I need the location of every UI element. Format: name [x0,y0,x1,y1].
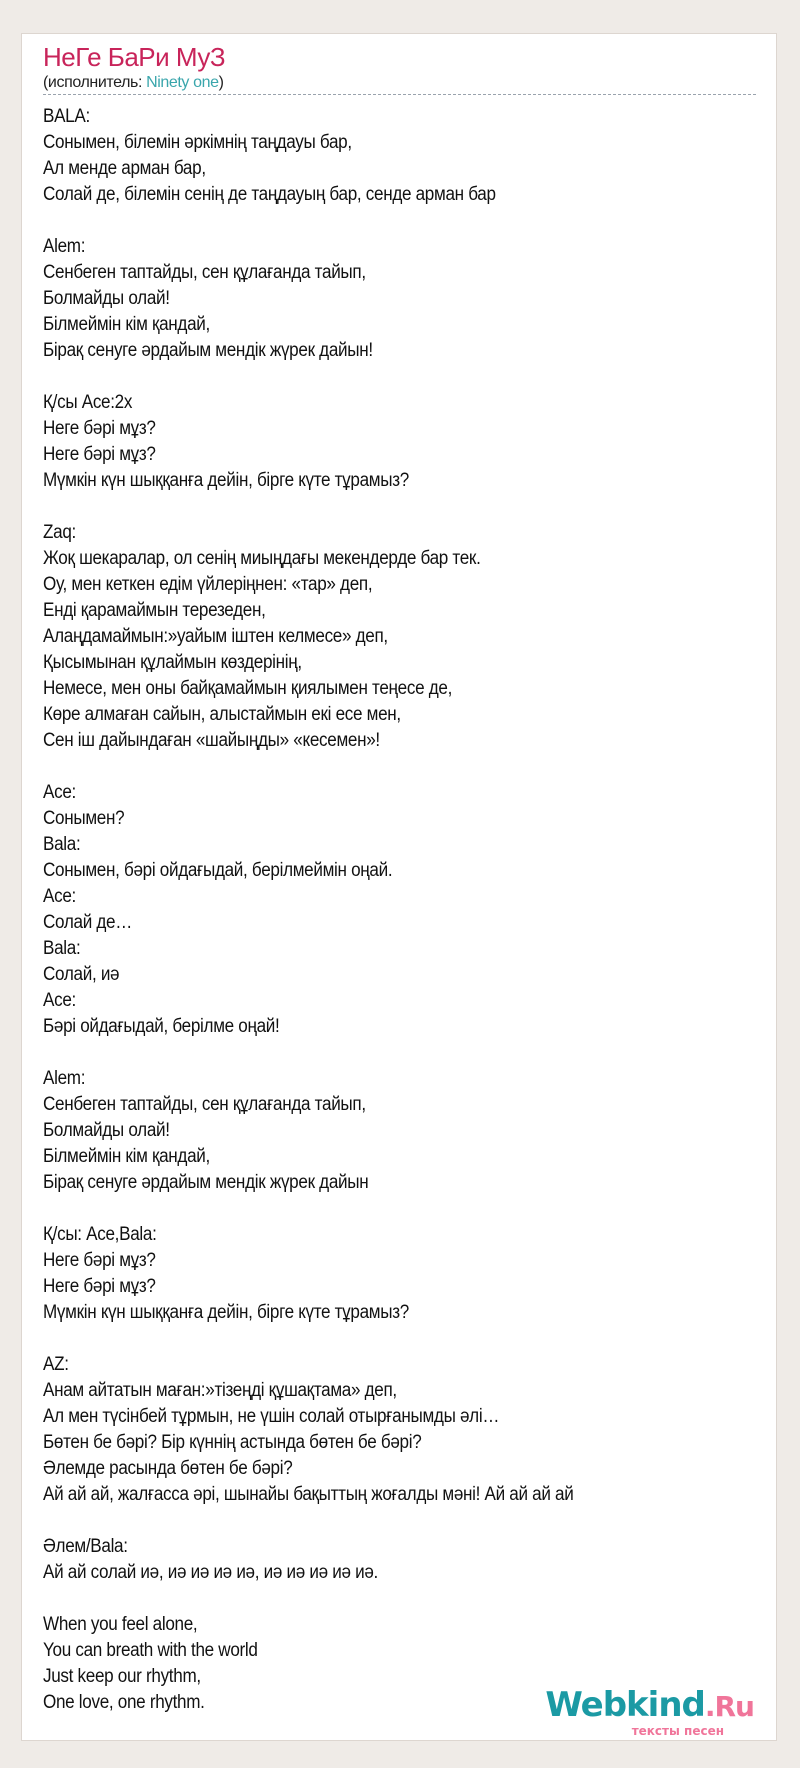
lyric-line: AZ: [43,1354,69,1375]
lyric-line: Сонымен? [43,808,125,829]
logo-wordmark [545,1687,754,1725]
lyric-line: Bala: [43,834,81,855]
lyric-line: One love, one rhythm. [43,1692,205,1713]
lyric-line: You can breath with the world [43,1640,258,1661]
lyric-line: Сенбеген таптайды, сен құлағанда тайып, [43,262,366,283]
lyric-line: Әлемде расында бөтен бе бәрі? [43,1458,293,1479]
lyric-line: Сен іш дайындаған «шайыңды» «кесемен»! [43,730,380,751]
lyric-line: Неге бәрі мұз? [43,1250,156,1271]
lyric-line: Ace: [43,782,76,803]
artist-line [43,74,224,92]
lyric-line: Alem: [43,1068,86,1089]
lyric-line: BALA: [43,106,90,127]
lyric-line: Оу, мен кеткен едім үйлеріңнен: «тар» деп, [43,574,373,595]
logo-name: Webkind [545,1685,705,1725]
lyric-line: Бөтен бе бәрі? Бір күннің астында бөтен бе бәрі? [43,1432,422,1453]
webkind-logo [545,1687,754,1738]
lyric-line: Солай де, білемін сенің де таңдауың бар, сенде арман бар [43,184,496,205]
lyric-line: Бірақ сенуге әрдайым мендік жүрек дайын [43,1172,369,1193]
lyrics-text [43,104,573,1716]
lyric-line: When you feel alone, [43,1614,198,1635]
lyric-line: Бәрі ойдағыдай, берілме оңай! [43,1016,280,1037]
lyric-line: Сонымен, білемін әркімнің таңдауы бар, [43,132,352,153]
logo-tld: .Ru [704,1690,754,1723]
artist-prefix: (исполнитель: [43,74,147,91]
lyric-line: Солай, иә [43,964,120,985]
divider [43,94,756,95]
lyric-line: Мүмкін күн шыққанға дейін, бірге күте тұрамыз? [43,1302,409,1323]
lyric-line: Неге бәрі мұз? [43,444,156,465]
lyric-line: Алаңдамаймын:»уайым іштен келмесе» деп, [43,626,388,647]
lyric-line: Сонымен, бәрі ойдағыдай, берілмеймін оңай. [43,860,393,881]
lyric-line: Ай ай солай иә, иә иә иә иә, иә иә иә иә иә. [43,1562,378,1583]
artist-link[interactable]: Ninety one [146,74,219,91]
lyric-line: Ал мен түсінбей тұрмын, не үшін солай отырғанымды әлі… [43,1406,500,1427]
lyrics-card [21,33,777,1741]
lyric-line: Ай ай ай, жалғасса әрі, шынайы бақыттың жоғалды мәні! Ай ай ай ай [43,1484,574,1505]
lyric-line: Bala: [43,938,81,959]
lyric-line: Жоқ шекаралар, ол сенің миыңдағы мекендерде бар тек. [43,548,481,569]
lyric-line: Неге бәрі мұз? [43,1276,156,1297]
lyric-line: Ал менде арман бар, [43,158,206,179]
lyric-line: Неге бәрі мұз? [43,418,156,439]
lyric-line: Болмайды олай! [43,288,170,309]
lyric-line: Ace: [43,990,76,1011]
lyric-line: Білмеймін кім қандай, [43,1146,210,1167]
lyric-line: Ace: [43,886,76,907]
lyric-line: Бірақ сенуге әрдайым мендік жүрек дайын! [43,340,373,361]
lyric-line: Енді қарамаймын терезеден, [43,600,266,621]
lyric-line: Alem: [43,236,86,257]
lyric-line: Әлем/Bala: [43,1536,128,1557]
artist-suffix: ) [218,74,224,91]
lyric-line: Болмайды олай! [43,1120,170,1141]
lyric-line: Қ/сы: Ace,Bala: [43,1224,157,1245]
lyric-line: Қысымынан құлаймын көздерінің, [43,652,302,673]
logo-tagline: тексты песен [631,1724,724,1738]
song-title: НеГе БаРи МуЗ [43,42,226,72]
lyric-line: Анам айтатын маған:»тізеңді құшақтама» деп, [43,1380,397,1401]
lyric-line: Қ/сы Ace:2x [43,392,133,413]
lyric-line: Сенбеген таптайды, сен құлағанда тайып, [43,1094,366,1115]
lyric-line: Білмеймін кім қандай, [43,314,210,335]
lyric-line: Just keep our rhythm, [43,1666,201,1687]
lyric-line: Zaq: [43,522,76,543]
lyric-line: Немесе, мен оны байқамаймын қиялымен теңесе де, [43,678,453,699]
lyric-line: Мүмкін күн шыққанға дейін, бірге күте тұрамыз? [43,470,409,491]
lyric-line: Көре алмаған сайын, алыстаймын екі есе мен, [43,704,401,725]
lyric-line: Солай де… [43,912,133,933]
